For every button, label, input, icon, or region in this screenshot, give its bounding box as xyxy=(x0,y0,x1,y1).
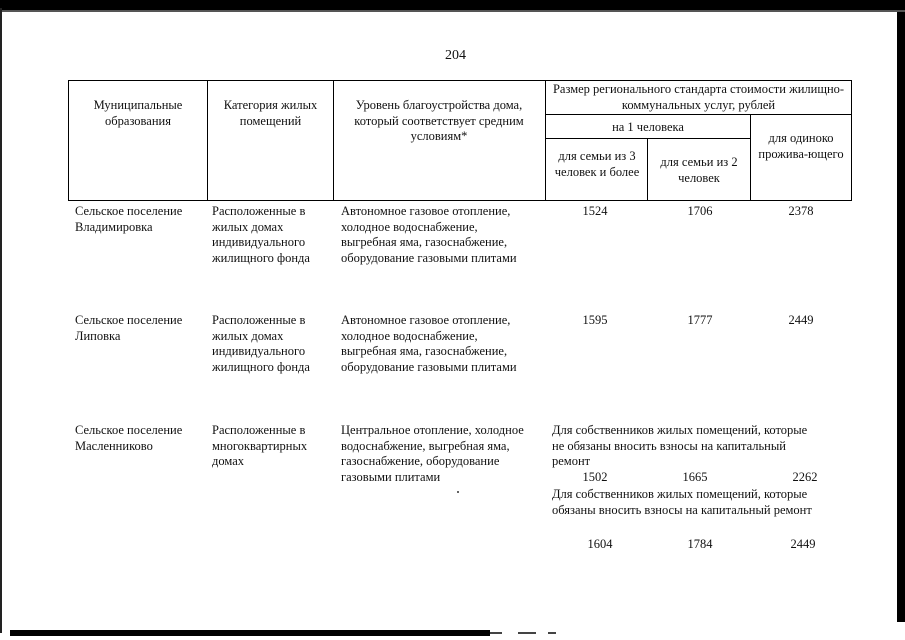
row-category: Расположенные в жилых домах индивидуального жилищного фонда xyxy=(212,204,310,265)
row-family3-value: 1595 xyxy=(582,313,608,327)
row-category: Расположенные в многоквартирных домах xyxy=(212,423,308,469)
scan-speck xyxy=(548,632,556,634)
row-family3-value: 1524 xyxy=(582,204,608,218)
header-standard: Размер регионального стандарта стоимости жилищно-коммунальных услуг, рублей xyxy=(552,82,845,112)
row-single-value: 2262 xyxy=(792,470,818,484)
row-family2-value: 1706 xyxy=(687,204,713,218)
scan-speck xyxy=(518,632,536,634)
row-family3-value: 1604 xyxy=(587,537,613,551)
row-level: Автономное газовое отопление, холодное водоснабжение, выгребная яма, газоснабжение, оборудование газовыми плитами xyxy=(341,204,517,265)
row-municipality: Сельское поселение Масленниково xyxy=(75,423,183,453)
page-number: 204 xyxy=(445,48,466,63)
header-family3: для семьи из 3 человек и более xyxy=(554,149,640,179)
row-single-value: 2449 xyxy=(790,537,816,551)
header-per-person: на 1 человека xyxy=(612,120,684,134)
scan-border-bottom xyxy=(10,630,490,636)
scan-speck xyxy=(457,491,459,493)
header-family2: для семьи из 2 человек xyxy=(660,155,738,185)
scan-border-left xyxy=(0,8,2,633)
row-family2-value: 1784 xyxy=(687,537,713,551)
row-level: Центральное отопление, холодное водоснабжение, выгребная яма, газоснабжение, оборудование газовыми плитами xyxy=(341,423,524,484)
scan-border-top-shadow xyxy=(0,10,905,12)
row-municipality: Сельское поселение Владимировка xyxy=(75,204,183,234)
header-level: Уровень благоустройства дома, который соответствует средним условиям* xyxy=(354,98,524,144)
row-category: Расположенные в жилых домах индивидуального жилищного фонда xyxy=(212,313,310,374)
row-family3-value: 1502 xyxy=(582,470,608,484)
row-family2-value: 1665 xyxy=(682,470,708,484)
scan-border-top xyxy=(0,0,905,10)
row-level: Автономное газовое отопление, холодное водоснабжение, выгребная яма, газоснабжение, оборудование газовыми плитами xyxy=(341,313,517,374)
header-municipality: Муниципальные образования xyxy=(93,98,183,128)
row-municipality: Сельское поселение Липовка xyxy=(75,313,183,343)
scan-speck xyxy=(490,632,502,634)
note-obliged: Для собственников жилых помещений, которые обязаны вносить взносы на капитальный ремонт xyxy=(552,487,812,517)
row-single-value: 2449 xyxy=(788,313,814,327)
row-single-value: 2378 xyxy=(788,204,814,218)
header-single: для одиноко прожива-ющего xyxy=(758,131,844,161)
header-category: Категория жилых помещений xyxy=(223,98,318,128)
note-not-obliged: Для собственников жилых помещений, которые не обязаны вносить взносы на капитальный ремонт xyxy=(552,423,808,469)
scan-border-right xyxy=(897,12,905,622)
row-family2-value: 1777 xyxy=(687,313,713,327)
